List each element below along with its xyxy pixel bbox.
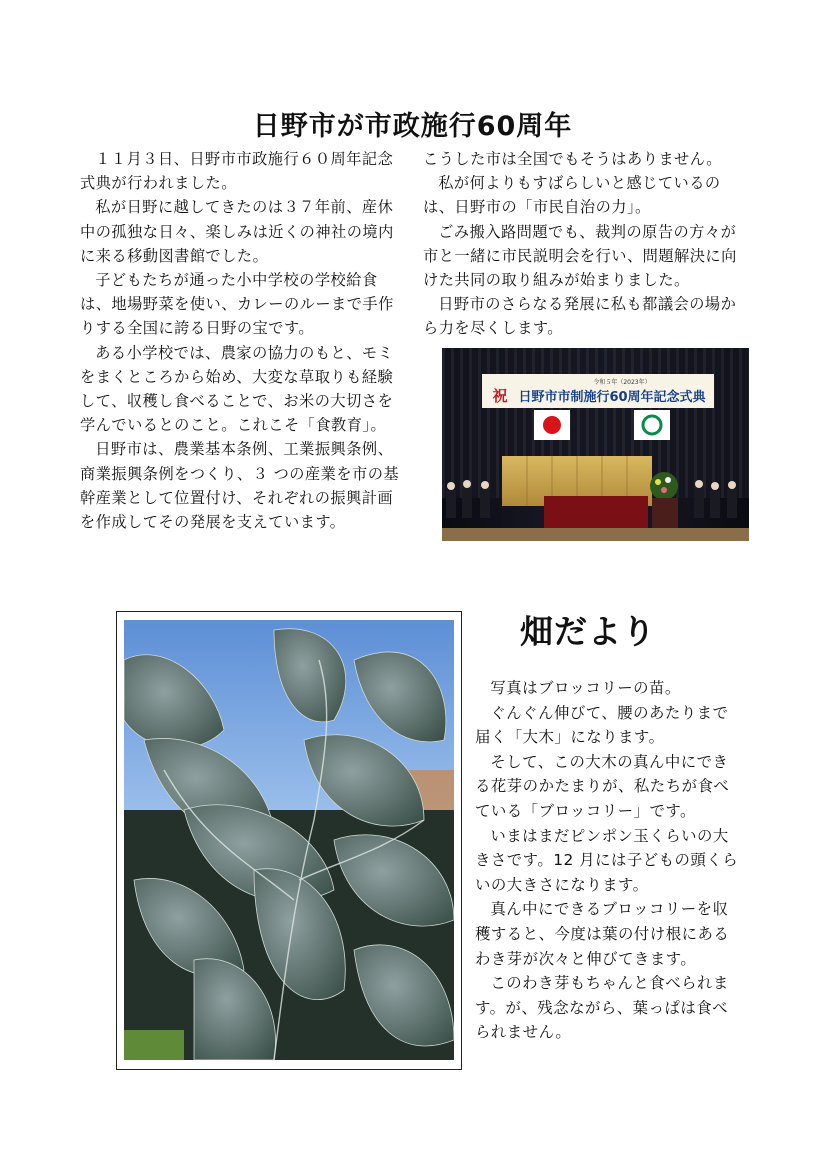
article-paragraph: 私が日野に越してきたのは３７年前、産休中の孤独な日々、楽しみは近くの神社の境内に来る移動図書館でした。: [80, 198, 394, 265]
article-right-column: [423, 147, 743, 341]
article-paragraph: ある小学校では、農家の協力のもと、モミをまくところから始め、大変な草取りも経験して、収穫し食べることで、お米の大切さを学んでいるとのこと。これこそ「食教育」。: [80, 343, 394, 435]
farm-paragraph: いまはまだピンポン玉くらいの大きさです。12 月には子どもの頭くらいの大きさになります。: [475, 826, 739, 894]
farm-paragraph: ぐんぐん伸びて、腰のあたりまで届く「大木」になります。: [475, 703, 729, 747]
banner-text: 日野市市制施行60周年記念式典: [518, 390, 706, 405]
banner-mark: 祝: [492, 387, 508, 405]
article-paragraph: １１月３日、日野市市政施行６０周年記念式典が行われました。: [80, 150, 394, 193]
article-title: 日野市が市政施行60周年: [252, 111, 573, 142]
article-paragraph: 日野市のさらなる発展に私も都議会の場から力を尽くします。: [423, 295, 737, 338]
farm-paragraph: 写真はブロッコリーの苗。: [490, 679, 681, 697]
banner-subtitle: 令和５年（2023年）: [593, 379, 651, 386]
farm-paragraph: 真ん中にできるブロッコリーを収穫すると、今度は葉の付け根にあるわき芽が次々と伸びてきます。: [475, 900, 730, 968]
farm-section-title: 畑だより: [520, 612, 656, 651]
farm-paragraph: そして、この大木の真ん中にできる花芽のかたまりが、私たちが食べている「ブロッコリー」です。: [475, 752, 730, 820]
farm-paragraph: このわき芽もちゃんと食べられます。が、残念ながら、葉っぱは食べられません。: [475, 974, 729, 1042]
article-paragraph: 日野市は、農業基本条例、工業振興条例、商業振興条例をつくり、３ つの産業を市の基幹産業として位置付け、それぞれの振興計画を作成してその発展を支えています。: [80, 440, 400, 532]
article-paragraph: 子どもたちが通った小中学校の学校給食は、地場野菜を使い、カレーのルーまで手作りする全国に誇る日野の宝です。: [80, 271, 394, 338]
ceremony-table: [544, 496, 648, 528]
ceremony-photo: [442, 348, 749, 541]
article-paragraph: ごみ搬入路問題でも、裁判の原告の方々が市と一緒に市民説明会を行い、問題解決に向けた共同の取り組みが始まりました。: [423, 222, 737, 290]
farm-column: [475, 676, 740, 1045]
article-continuation: こうした市は全国でもそうはありません。: [423, 150, 722, 168]
article-paragraph: 私が何よりもすばらしいと感じているのは、日野市の「市民自治の力」。: [423, 174, 721, 217]
article-left-column: [80, 147, 405, 534]
broccoli-photo: [124, 620, 454, 1060]
